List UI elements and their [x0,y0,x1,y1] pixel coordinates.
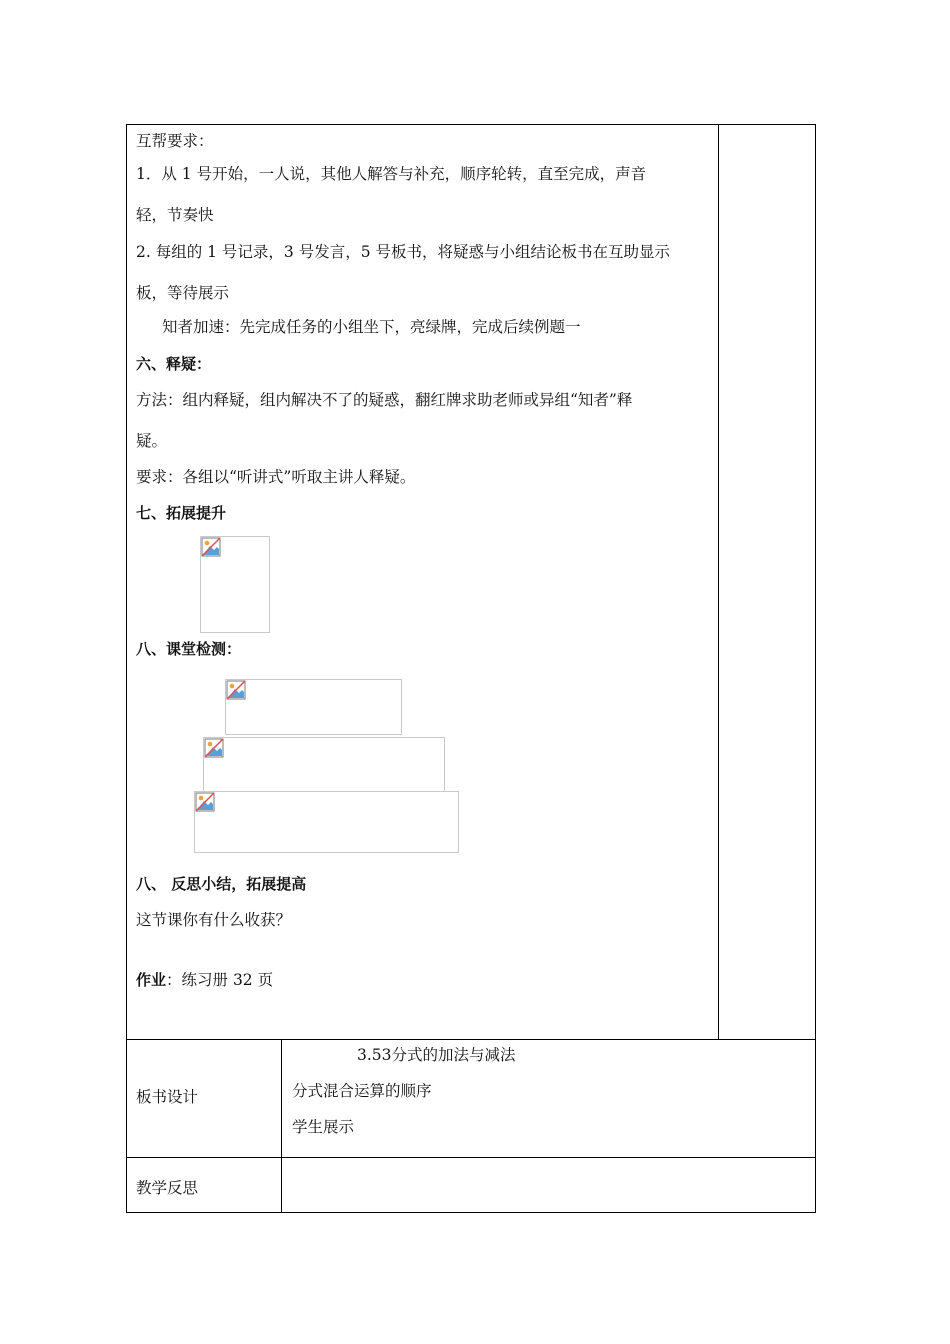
image-placeholder-1 [200,536,270,633]
broken-image-icon [195,792,215,812]
main-cell-divider [718,124,719,1040]
homework-label: 作业 [136,971,167,989]
table-border-right [815,124,816,1213]
table-border-left [126,124,127,1213]
board-design-label: 板书设计 [136,1088,199,1106]
broken-image-icon [204,738,224,758]
method-line-a: 方法：组内释疑，组内解决不了的疑惑，翻红牌求助老师或异组“知者”释 [136,391,633,409]
rule-1-line-a: 1．从 1 号开始，一人说，其他人解答与补充，顺序轮转，直至完成，声音 [136,165,647,183]
board-line-title: 3.53分式的加法与减法 [357,1046,516,1064]
broken-image-icon [201,537,221,557]
table-border-bottom [126,1212,816,1213]
board-line-order: 分式混合运算的顺序 [292,1082,432,1100]
homework-text: ：练习册 32 页 [166,971,274,989]
broken-image-icon [226,680,246,700]
homework-line [136,970,273,990]
rule-1-line-b: 轻，节奏快 [136,206,214,224]
section-7-heading: 七、拓展提升 [136,504,227,522]
accelerate-note: 知者加速：先完成任务的小组坐下，亮绿牌，完成后续例题一 [162,318,581,336]
rule-2-line-a: 2. 每组的 1 号记录，3 号发言，5 号板书，将疑惑与小组结论板书在互助显示 [136,243,671,261]
requirement-line: 要求：各组以“听讲式”听取主讲人释疑。 [136,468,416,486]
section-8-heading: 八、课堂检测： [136,640,242,658]
label-column-divider [281,1039,282,1213]
method-line-b: 疑。 [136,432,168,450]
reflection-question: 这节课你有什么收获？ [136,911,292,929]
image-placeholder-3 [203,737,445,792]
table-border-top [126,124,816,125]
section-9-heading: 八、 反思小结，拓展提高 [136,875,307,893]
board-line-display: 学生展示 [292,1118,355,1136]
teaching-reflection-label: 教学反思 [136,1179,199,1197]
row-divider-1 [126,1039,816,1040]
image-placeholder-4 [194,791,459,853]
row-divider-2 [126,1157,816,1158]
rule-2-line-b: 板，等待展示 [136,284,230,302]
section-6-heading: 六、释疑： [136,355,212,373]
image-placeholder-2 [225,679,402,735]
mutual-help-heading: 互帮要求： [136,132,214,150]
